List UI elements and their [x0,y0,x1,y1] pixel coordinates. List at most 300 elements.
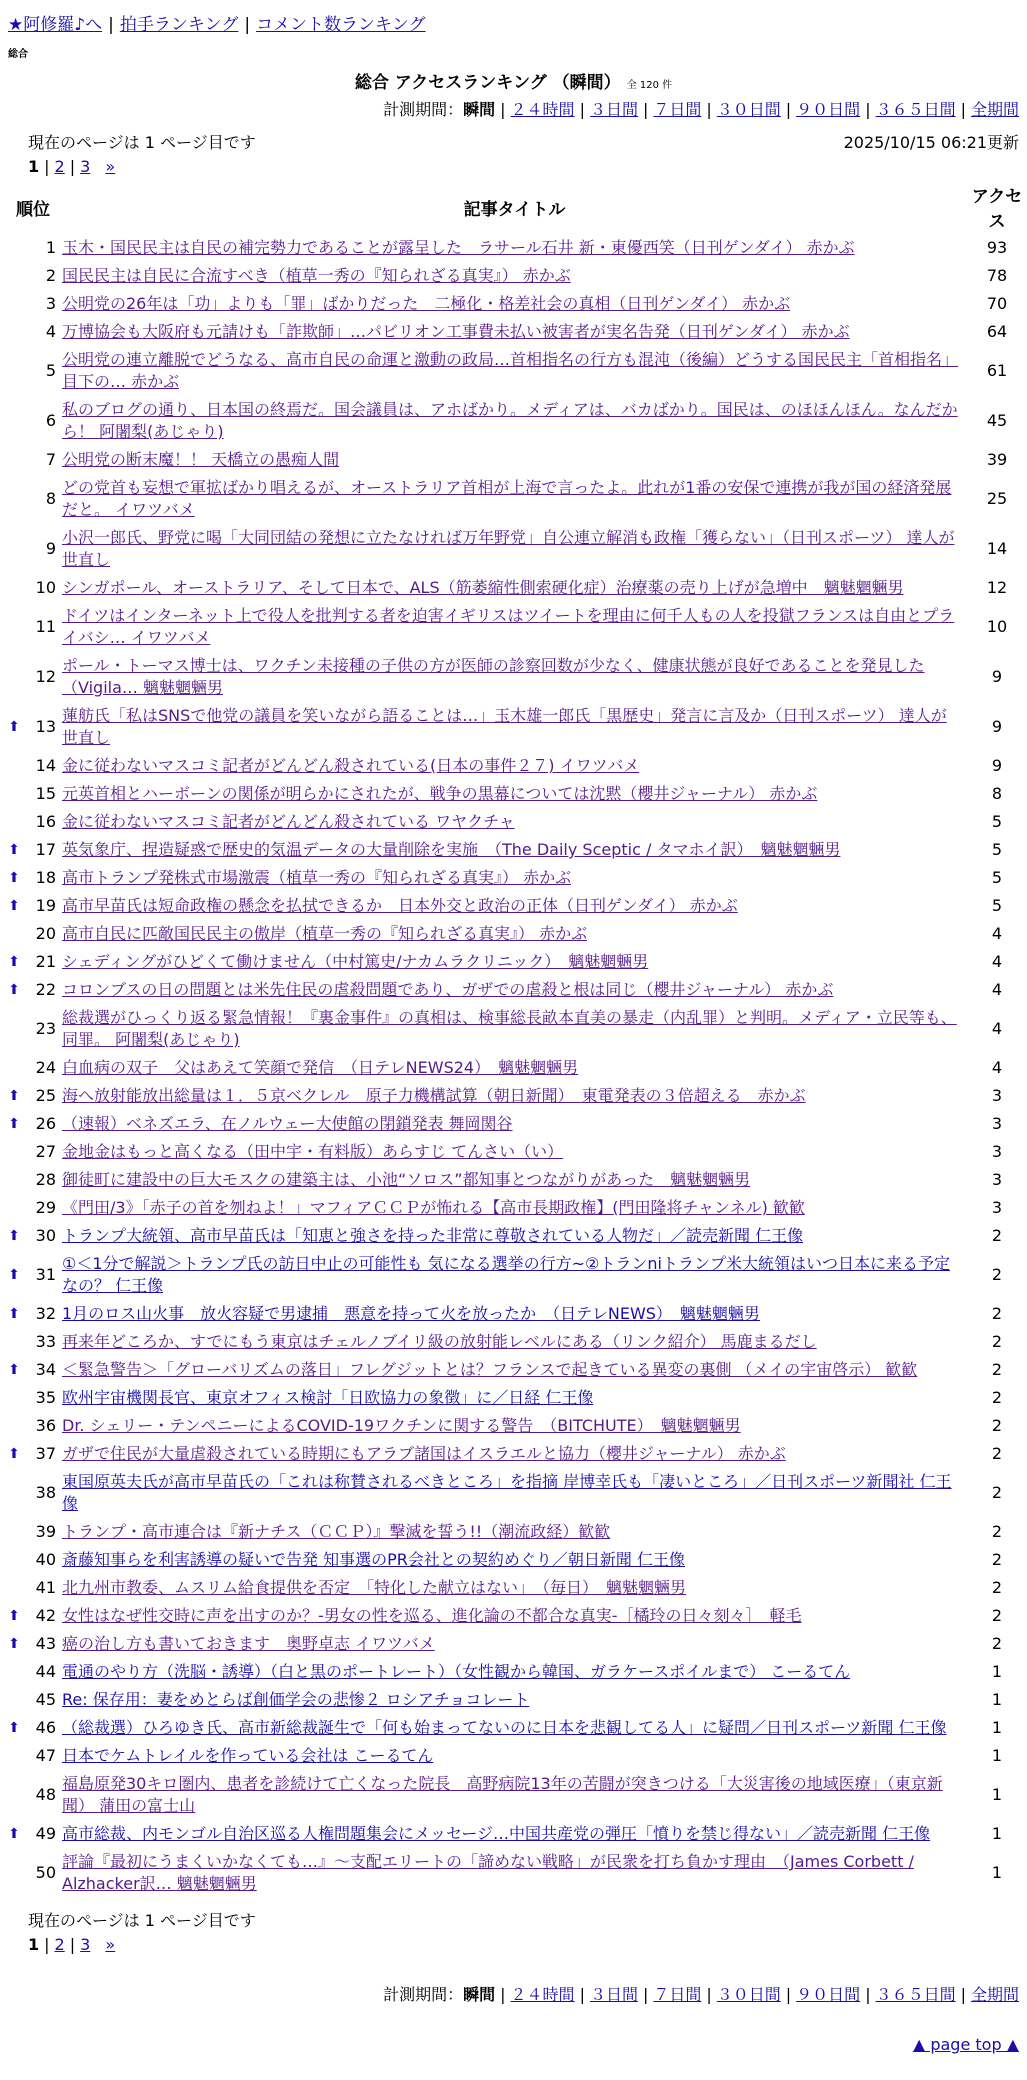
table-row [6,446,1025,474]
title-cell [60,1194,969,1222]
article-link[interactable]: 欧州宇宙機関長官、東京オフィス検討「日欧協力の象徴」に／日経 仁王像 [62,1388,594,1407]
access-count: 2 [991,1388,1003,1407]
period-90d-bottom[interactable]: ９０日間 [796,1985,861,2004]
access-count: 2 [991,1483,1003,1502]
access-count: 3 [991,1198,1003,1217]
article-link[interactable]: ①＜1分で解説＞トランプ氏の訪日中止の可能性も 気になる選挙の行方~②トランniトランプ米大統領はいつ日本に来る予定なの？ 仁王像 [62,1254,950,1295]
rank-change-cell [6,652,22,702]
table-row [6,1054,1025,1082]
rank-change-cell [6,524,22,574]
rank-change-cell [6,396,22,446]
article-link[interactable]: 白血病の双子 父はあえて笑顔で発信 （日テレNEWS24） 魑魅魍魎男 [62,1058,579,1077]
period-30d-bottom[interactable]: ３０日間 [716,1985,781,2004]
up-arrow-icon: ⬆ [8,1088,20,1104]
up-arrow-icon: ⬆ [8,1362,20,1378]
title-cell [60,524,969,574]
rank-number: 12 [35,667,56,686]
rank-change-cell [6,318,22,346]
article-link[interactable]: 高市トランプ発株式市場激震（植草一秀の『知られざる真実』） 赤かぶ [62,868,572,887]
rank-number: 23 [35,1019,56,1038]
title-cell [60,346,969,396]
title-cell [60,1004,969,1054]
rank-number: 37 [35,1444,56,1463]
title-cell [60,1686,969,1714]
access-count: 3 [991,1142,1003,1161]
title-cell [60,602,969,652]
up-arrow-icon: ⬆ [8,719,20,735]
rank-number: 42 [35,1606,56,1625]
rank-change-cell [6,446,22,474]
period-30d[interactable]: ３０日間 [716,100,781,119]
article-link[interactable]: トランプ大統領、高市早苗氏は「知恵と強さを持った非常に尊敬されている人物だ」／読売新聞 仁王像 [62,1226,804,1245]
period-365d[interactable]: ３６５日間 [875,100,956,119]
period-7d-bottom[interactable]: ７日間 [653,1985,702,2004]
article-link[interactable]: 再来年どころか、すでにもう東京はチェルノブイリ級の放射能レベルにある（リンク紹介） 馬鹿まるだし [62,1332,817,1351]
table-row [6,1222,1025,1250]
period-3d[interactable]: ３日間 [589,100,638,119]
article-link[interactable]: 1月のロス山火事 放火容疑で男逮捕 悪意を持って火を放ったか （日テレNEWS） 魑魅魍魎男 [62,1304,760,1323]
up-arrow-icon: ⬆ [8,982,20,998]
rank-change-cell [6,602,22,652]
rank-number: 7 [45,450,56,469]
rank-change-cell [6,808,22,836]
title-cell [60,948,969,976]
rank-number: 50 [35,1863,56,1882]
article-link[interactable]: 公明党の連立離脱でどうなる、高市自民の命運と激動の政局…首相指名の行方も混沌（後編）どうする国民民主「首相指名」目下の… 赤かぶ [62,350,959,391]
article-link[interactable]: 評論『最初にうまくいかなくても…』～支配エリートの「諦めない戦略」が民衆を打ち負かす理由 （James Corbett / Alzhacker訳… 魑魅魍魎男 [62,1852,914,1893]
rank-change-cell [6,290,22,318]
article-link[interactable]: 万博協会も大阪府も元請けも「詐欺師」…パビリオン工事費未払い被害者が実名告発（日刊ゲンダイ） 赤かぶ [62,322,850,341]
period-7d[interactable]: ７日間 [653,100,702,119]
title-cell [60,446,969,474]
title-cell [60,1518,969,1546]
table-row [6,234,1025,262]
rank-number: 17 [35,840,56,859]
title-cell [60,1300,969,1328]
access-count: 2 [991,1416,1003,1435]
title-cell [60,780,969,808]
article-link[interactable]: 公明党の26年は「功」よりも「罪」ばかりだった 二極化・格差社会の真相（日刊ゲンダイ） 赤かぶ [62,294,791,313]
period-label-bottom: 計測期間： [383,1985,464,2004]
title-cell [60,864,969,892]
table-row [6,1356,1025,1384]
access-count: 9 [991,717,1003,736]
table-row [6,1194,1025,1222]
table-row [6,1138,1025,1166]
title-cell [60,1468,969,1518]
article-link[interactable]: どの党首も妄想で軍拡ばかり唱えるが、オーストラリア首相が上海で言ったよ。此れが1番の安保で連携が我が国の経済発展だと。 イワツバメ [62,478,952,519]
rank-number: 15 [35,784,56,803]
rank-number: 30 [35,1226,56,1245]
updated-timestamp: 2025/10/15 06:21更新 [843,133,1019,152]
article-link[interactable]: 公明党の断末魔！！ 天橋立の愚痴人間 [62,450,340,469]
rank-change-cell [6,1412,22,1440]
table-row [6,1820,1025,1848]
article-link[interactable]: 高市早苗氏は短命政権の懸念を払拭できるか 日本外交と政治の正体（日刊ゲンダイ） 赤かぶ [62,896,738,915]
access-count: 4 [991,924,1003,943]
article-link[interactable]: 蓮舫氏「私はSNSで他党の議員を笑いながら語ることは…」玉木雄一郎氏「黒歴史」発言に言及か（日刊スポーツ） 達人が世直し [62,706,947,747]
access-count: 2 [991,1444,1003,1463]
title-cell [60,976,969,1004]
title-cell [60,1054,969,1082]
access-count: 9 [991,756,1003,775]
title-cell [60,262,969,290]
access-count: 1 [991,1785,1003,1804]
pager-page-2[interactable]: 2 [54,157,65,176]
access-count: 1 [991,1824,1003,1843]
page-title-text: 総合 アクセスランキング （瞬間） [354,73,621,93]
access-count: 2 [991,1360,1003,1379]
title-cell [60,234,969,262]
rank-change-cell [6,1054,22,1082]
table-row [6,1328,1025,1356]
rank-number: 26 [35,1114,56,1133]
table-row [6,652,1025,702]
article-link[interactable]: （総裁選）ひろゆき氏、高市新総裁誕生で「何も始まってないのに日本を悲観してる人」に疑問／日刊スポーツ新聞 仁王像 [62,1718,947,1737]
table-row [6,808,1025,836]
rank-change-cell [6,1222,22,1250]
table-row [6,524,1025,574]
table-row [6,1082,1025,1110]
rank-change-cell [6,1574,22,1602]
rank-change-cell [6,892,22,920]
pager-page-2-bottom[interactable]: 2 [54,1935,65,1954]
title-cell [60,1250,969,1300]
rank-number: 2 [45,266,56,285]
page-info-bottom [0,1898,1027,1931]
rank-change-cell [6,752,22,780]
title-cell [60,702,969,752]
period-3d-bottom[interactable]: ３日間 [589,1985,638,2004]
page-title [0,68,1027,93]
title-cell [60,1440,969,1468]
article-link[interactable]: ドイツはインターネット上で役人を批判する者を迫害イギリスはツイートを理由に何千人もの人を投獄フランスは自由とプライバシ… イワツバメ [62,606,955,647]
rank-change-cell [6,1194,22,1222]
title-cell [60,574,969,602]
access-count: 4 [991,980,1003,999]
title-cell [60,1714,969,1742]
rank-change-cell [6,262,22,290]
page-info [0,120,1027,153]
rank-change-cell [6,780,22,808]
access-count: 1 [991,1690,1003,1709]
up-arrow-icon: ⬆ [8,1116,20,1132]
access-count: 5 [991,812,1003,831]
table-row [6,752,1025,780]
rank-change-cell [6,1714,22,1742]
table-row [6,948,1025,976]
rank-change-cell [6,920,22,948]
up-arrow-icon: ⬆ [8,1826,20,1842]
rank-number: 8 [45,489,56,508]
rank-number: 28 [35,1170,56,1189]
article-link[interactable]: 金に従わないマスコミ記者がどんどん殺されている ワヤクチャ [62,812,515,831]
table-row [6,1686,1025,1714]
access-count: 5 [991,868,1003,887]
title-cell [60,1328,969,1356]
article-link[interactable]: Dr. シェリー・テンペニーによるCOVID-19ワクチンに関する警告 （BITCHUTE） 魑魅魍魎男 [62,1416,741,1435]
rank-change-cell [6,1082,22,1110]
period-24h[interactable]: ２４時間 [510,100,575,119]
title-cell [60,1820,969,1848]
rank-change-cell [6,1848,22,1898]
access-count: 12 [986,578,1008,597]
rank-number: 14 [35,756,56,775]
table-row [6,1630,1025,1658]
rank-change-cell [6,864,22,892]
access-count: 93 [986,238,1008,257]
article-link[interactable]: トランプ・高市連合は『新ナチス（ＣＣＰ）』撃滅を誓う!!（潮流政経）歓歓 [62,1522,611,1541]
table-row [6,1770,1025,1820]
title-cell [60,1110,969,1138]
rank-change-cell [6,574,22,602]
article-link[interactable]: ガザで住民が大量虐殺されている時期にもアラブ諸国はイスラエルと協力（櫻井ジャーナル） 赤かぶ [62,1444,786,1463]
period-365d-bottom[interactable]: ３６５日間 [875,1985,956,2004]
rank-change-cell [6,1110,22,1138]
table-row [6,1300,1025,1328]
article-link[interactable]: ポール・トーマス博士は、ワクチン未接種の子供の方が医師の診察回数が少なく、健康状態が良好であることを発見した（Vigila… 魑魅魍魎男 [62,656,925,697]
rank-number: 20 [35,924,56,943]
access-count: 1 [991,1746,1003,1765]
up-arrow-icon: ⬆ [8,1446,20,1462]
table-row [6,1742,1025,1770]
title-cell [60,1138,969,1166]
page-top-link[interactable]: ▲ page top ▲ [912,2035,1019,2054]
title-cell [60,1658,969,1686]
article-link[interactable]: Re: 保存用：妻をめとらば創価学会の悲惨２ ロシアチョコレート [62,1690,530,1709]
article-link[interactable]: 金地金はもっと高くなる（田中宇・有料版）あらすじ てんさい（い） [62,1142,564,1161]
rank-change-cell [6,1602,22,1630]
title-cell [60,652,969,702]
title-cell [60,1384,969,1412]
rank-number: 44 [35,1662,56,1681]
rank-change-cell [6,1166,22,1194]
period-all-bottom[interactable]: 全期間 [970,1985,1019,2004]
title-cell [60,1356,969,1384]
up-arrow-icon: ⬆ [8,954,20,970]
table-row [6,262,1025,290]
rank-number: 10 [35,578,56,597]
rank-number: 36 [35,1416,56,1435]
rank-number: 45 [35,1690,56,1709]
article-link[interactable]: シェディングがひどくて働けません（中村篤史/ナカムラクリニック） 魑魅魍魎男 [62,952,649,971]
access-count: 2 [991,1550,1003,1569]
rank-number: 9 [45,539,56,558]
period-90d[interactable]: ９０日間 [796,100,861,119]
access-count: 1 [991,1718,1003,1737]
access-count: 10 [986,617,1008,636]
table-row [6,290,1025,318]
access-count: 8 [991,784,1003,803]
rank-number: 33 [35,1332,56,1351]
article-link[interactable]: 東国原英夫氏が高市早苗氏の「これは称賛されるべきところ」を指摘 岸博幸氏も「凄いところ」／日刊スポーツ新聞社 仁王像 [62,1472,952,1513]
table-row [6,1166,1025,1194]
rank-number: 41 [35,1578,56,1597]
table-row [6,1518,1025,1546]
pager-current: 1 [28,157,40,176]
clap-ranking-link[interactable]: 拍手ランキング [119,15,239,35]
asyura-home-link[interactable]: ★阿修羅♪へ [8,15,103,35]
access-count: 2 [991,1522,1003,1541]
article-link[interactable]: 福島原発30キロ圏内、患者を診続けて亡くなった院長 高野病院13年の苦闘が突きつける「大災害後の地域医療」（東京新聞） 蒲田の富士山 [62,1774,943,1815]
up-arrow-icon: ⬆ [8,1720,20,1736]
title-cell [60,752,969,780]
rank-number: 3 [45,294,56,313]
up-arrow-icon: ⬆ [8,842,20,858]
access-count: 14 [986,539,1008,558]
table-row [6,1848,1025,1898]
article-link[interactable]: （速報）ベネズエラ、在ノルウェー大使館の閉鎖発表 舞岡関谷 [62,1114,513,1133]
article-link[interactable]: 日本でケムトレイルを作っている会社は こーるてん [62,1746,434,1765]
access-count: 61 [986,361,1008,380]
up-arrow-icon: ⬆ [8,1608,20,1624]
article-link[interactable]: 元英首相とハーボーンの関係が明らかにされたが、戦争の黒幕については沈黙（櫻井ジャーナル） 赤かぶ [62,784,818,803]
article-link[interactable]: 電通のやり方（洗脳・誘導）（白と黒のポートレート）（女性観から韓国、ガラケースポイルまで） こーるてん [62,1662,851,1681]
access-count: 2 [991,1226,1003,1245]
article-link[interactable]: 高市総裁、内モンゴル自治区巡る人権問題集会にメッセージ…中国共産党の弾圧「憤りを禁じ得ない」／読売新聞 仁王像 [62,1824,931,1843]
title-cell [60,892,969,920]
rank-header: 順位 [16,199,50,220]
rank-number: 38 [35,1483,56,1502]
rank-number: 19 [35,896,56,915]
ranking-body [6,234,1025,1898]
article-link[interactable]: 総裁選がひっくり返る緊急情報！『裏金事件』の真相は、検事総長畝本直美の暴走（内乱罪）と判明。メディア・立民等も、同罪。 阿闍梨(あじゃり) [62,1008,957,1049]
pager-current-bottom: 1 [28,1935,40,1954]
rank-number: 6 [45,411,56,430]
rank-number: 39 [35,1522,56,1541]
period-24h-bottom[interactable]: ２４時間 [510,1985,575,2004]
page-top [0,2005,1027,2074]
title-header: 記事タイトル [463,199,566,220]
rank-change-cell [6,976,22,1004]
table-row [6,396,1025,446]
article-link[interactable]: 金に従わないマスコミ記者がどんどん殺されている(日本の事件２７) イワツバメ [62,756,640,775]
table-row [6,1714,1025,1742]
article-link[interactable]: シンガポール、オーストラリア、そして日本で、ALS（筋萎縮性側索硬化症）治療薬の売り上げが急増中 魑魅魍魎男 [62,578,904,597]
title-cell [60,836,969,864]
access-count: 64 [986,322,1008,341]
article-link[interactable]: コロンブスの日の問題とは米先住民の虐殺問題であり、ガザでの虐殺と根は同じ（櫻井ジャーナル） 赤かぶ [62,980,834,999]
table-header [6,180,1025,234]
title-cell [60,1574,969,1602]
title-cell [60,1082,969,1110]
article-link[interactable]: 斎藤知事らを利害誘導の疑いで告発 知事選のPR会社との契約めぐり／朝日新聞 仁王像 [62,1550,685,1569]
article-link[interactable]: 玉木・国民民主は自民の補完勢力であることが露呈した ラサール石井 新・東優西笑（日刊ゲンダイ） 赤かぶ [62,238,855,257]
rank-number: 5 [45,361,56,380]
article-link[interactable]: 英気象庁、捏造疑惑で歴史的気温データの大量削除を実施 （The Daily Sceptic / タマホイ訳） 魑魅魍魎男 [62,840,841,859]
rank-number: 34 [35,1360,56,1379]
article-link[interactable]: 高市自民に匹敵国民民主の傲岸（植草一秀の『知られざる真実』） 赤かぶ [62,924,588,943]
article-link[interactable]: 《門田/3》「赤子の首を刎ねよ！」マフィアＣＣＰが怖れる【高市長期政権】(門田隆将チャンネル) 歓歓 [62,1198,805,1217]
up-arrow-icon: ⬆ [8,870,20,886]
rank-number: 35 [35,1388,56,1407]
pager-page-3[interactable]: 3 [80,157,91,176]
article-link[interactable]: 国民民主は自民に合流すべき（植草一秀の『知られざる真実』） 赤かぶ [62,266,571,285]
access-count: 4 [991,952,1003,971]
table-row [6,1468,1025,1518]
period-selector: 計測期間：瞬間 | ２４時間 | ３日間 | ７日間 | ３０日間 | ９０日間 | ３６５日間 | 全期間 [383,100,1019,119]
title-cell [60,1546,969,1574]
rank-number: 21 [35,952,56,971]
article-link[interactable]: 御徒町に建設中の巨大モスクの建築主は、小池“ソロス”都知事とつながりがあった 魑魅魍魎男 [62,1170,751,1189]
table-row [6,836,1025,864]
article-link[interactable]: 女性はなぜ性交時に声を出すのか？-男女の性を巡る、進化論の不都合な真実-［橘玲の日々刻々］ 軽毛 [62,1606,802,1625]
rank-number: 48 [35,1785,56,1804]
rank-number: 40 [35,1550,56,1569]
rank-number: 46 [35,1718,56,1737]
article-link[interactable]: 海へ放射能放出総量は１．５京ベクレル 原子力機構試算（朝日新聞） 東電発表の３倍超える 赤かぶ [62,1086,806,1105]
article-link[interactable]: 小沢一郎氏、野党に喝「大同団結の発想に立たなければ万年野党」自公連立解消も政権「獲らない」（日刊スポーツ） 達人が世直し [62,528,955,569]
rank-change-cell [6,1004,22,1054]
title-cell [60,808,969,836]
title-cell [60,1602,969,1630]
rank-number: 24 [35,1058,56,1077]
rank-change-cell [6,836,22,864]
up-arrow-icon: ⬆ [8,898,20,914]
access-count: 2 [991,1265,1003,1284]
access-count: 2 [991,1606,1003,1625]
rank-number: 32 [35,1304,56,1323]
table-row [6,892,1025,920]
rank-change-cell [6,1468,22,1518]
rank-change-cell [6,346,22,396]
title-cell [60,1222,969,1250]
pager-next-bottom[interactable]: » [105,1935,116,1954]
rank-change-cell [6,1250,22,1300]
table-row [6,702,1025,752]
rank-number: 11 [35,617,56,636]
article-link[interactable]: ＜緊急警告＞「グローバリズムの落日」フレグジットとは？フランスで起きている異変の裏側 （メイの宇宙啓示） 歓歓 [62,1360,918,1379]
rank-number: 22 [35,980,56,999]
rank-change-cell [6,1138,22,1166]
title-cell [60,318,969,346]
access-count: 1 [991,1662,1003,1681]
up-arrow-icon: ⬆ [8,1306,20,1322]
up-arrow-icon: ⬆ [8,1267,20,1283]
rank-change-cell [6,1630,22,1658]
article-link[interactable]: 私のブログの通り、日本国の終焉だ。国会議員は、アホばかり。メディアは、バカばかり。国民は、のほほんほん。なんだから！ 阿闍梨(あじゃり) [62,400,958,441]
access-count: 9 [991,667,1003,686]
rank-change-cell [6,948,22,976]
current-page-text: 現在のページは 1 ページ目です [28,133,256,152]
access-count: 70 [986,294,1008,313]
access-count: 45 [986,411,1008,430]
comment-ranking-link[interactable]: コメント数ランキング [256,15,426,35]
access-count: 4 [991,1058,1003,1077]
pager-next[interactable]: » [105,157,116,176]
rank-number: 4 [45,322,56,341]
title-cell [60,396,969,446]
title-cell [60,1166,969,1194]
table-row [6,602,1025,652]
access-header: アクセス [971,187,1023,232]
table-row [6,1658,1025,1686]
table-row [6,574,1025,602]
rank-change-cell [6,474,22,524]
title-cell [60,1630,969,1658]
pager-page-3-bottom[interactable]: 3 [80,1935,91,1954]
access-count: 2 [991,1578,1003,1597]
article-link[interactable]: 北九州市教委、ムスリム給食提供を否定 「特化した献立はない」 （毎日） 魑魅魍魎男 [62,1578,687,1597]
period-all[interactable]: 全期間 [970,100,1019,119]
pager-bottom: 1 | 2 | 3 » [28,1935,116,1954]
period-selector-bottom: 計測期間：瞬間 | ２４時間 | ３日間 | ７日間 | ３０日間 | ９０日間 | ３６５日間 | 全期間 [383,1985,1019,2004]
access-count: 4 [991,1019,1003,1038]
rank-change-cell [6,234,22,262]
article-link[interactable]: 癌の治し方も書いておきます 奥野卓志 イワツバメ [62,1634,435,1653]
top-nav: ★阿修羅♪へ | 拍手ランキング | コメント数ランキング [8,15,426,35]
rank-change-cell [6,1356,22,1384]
